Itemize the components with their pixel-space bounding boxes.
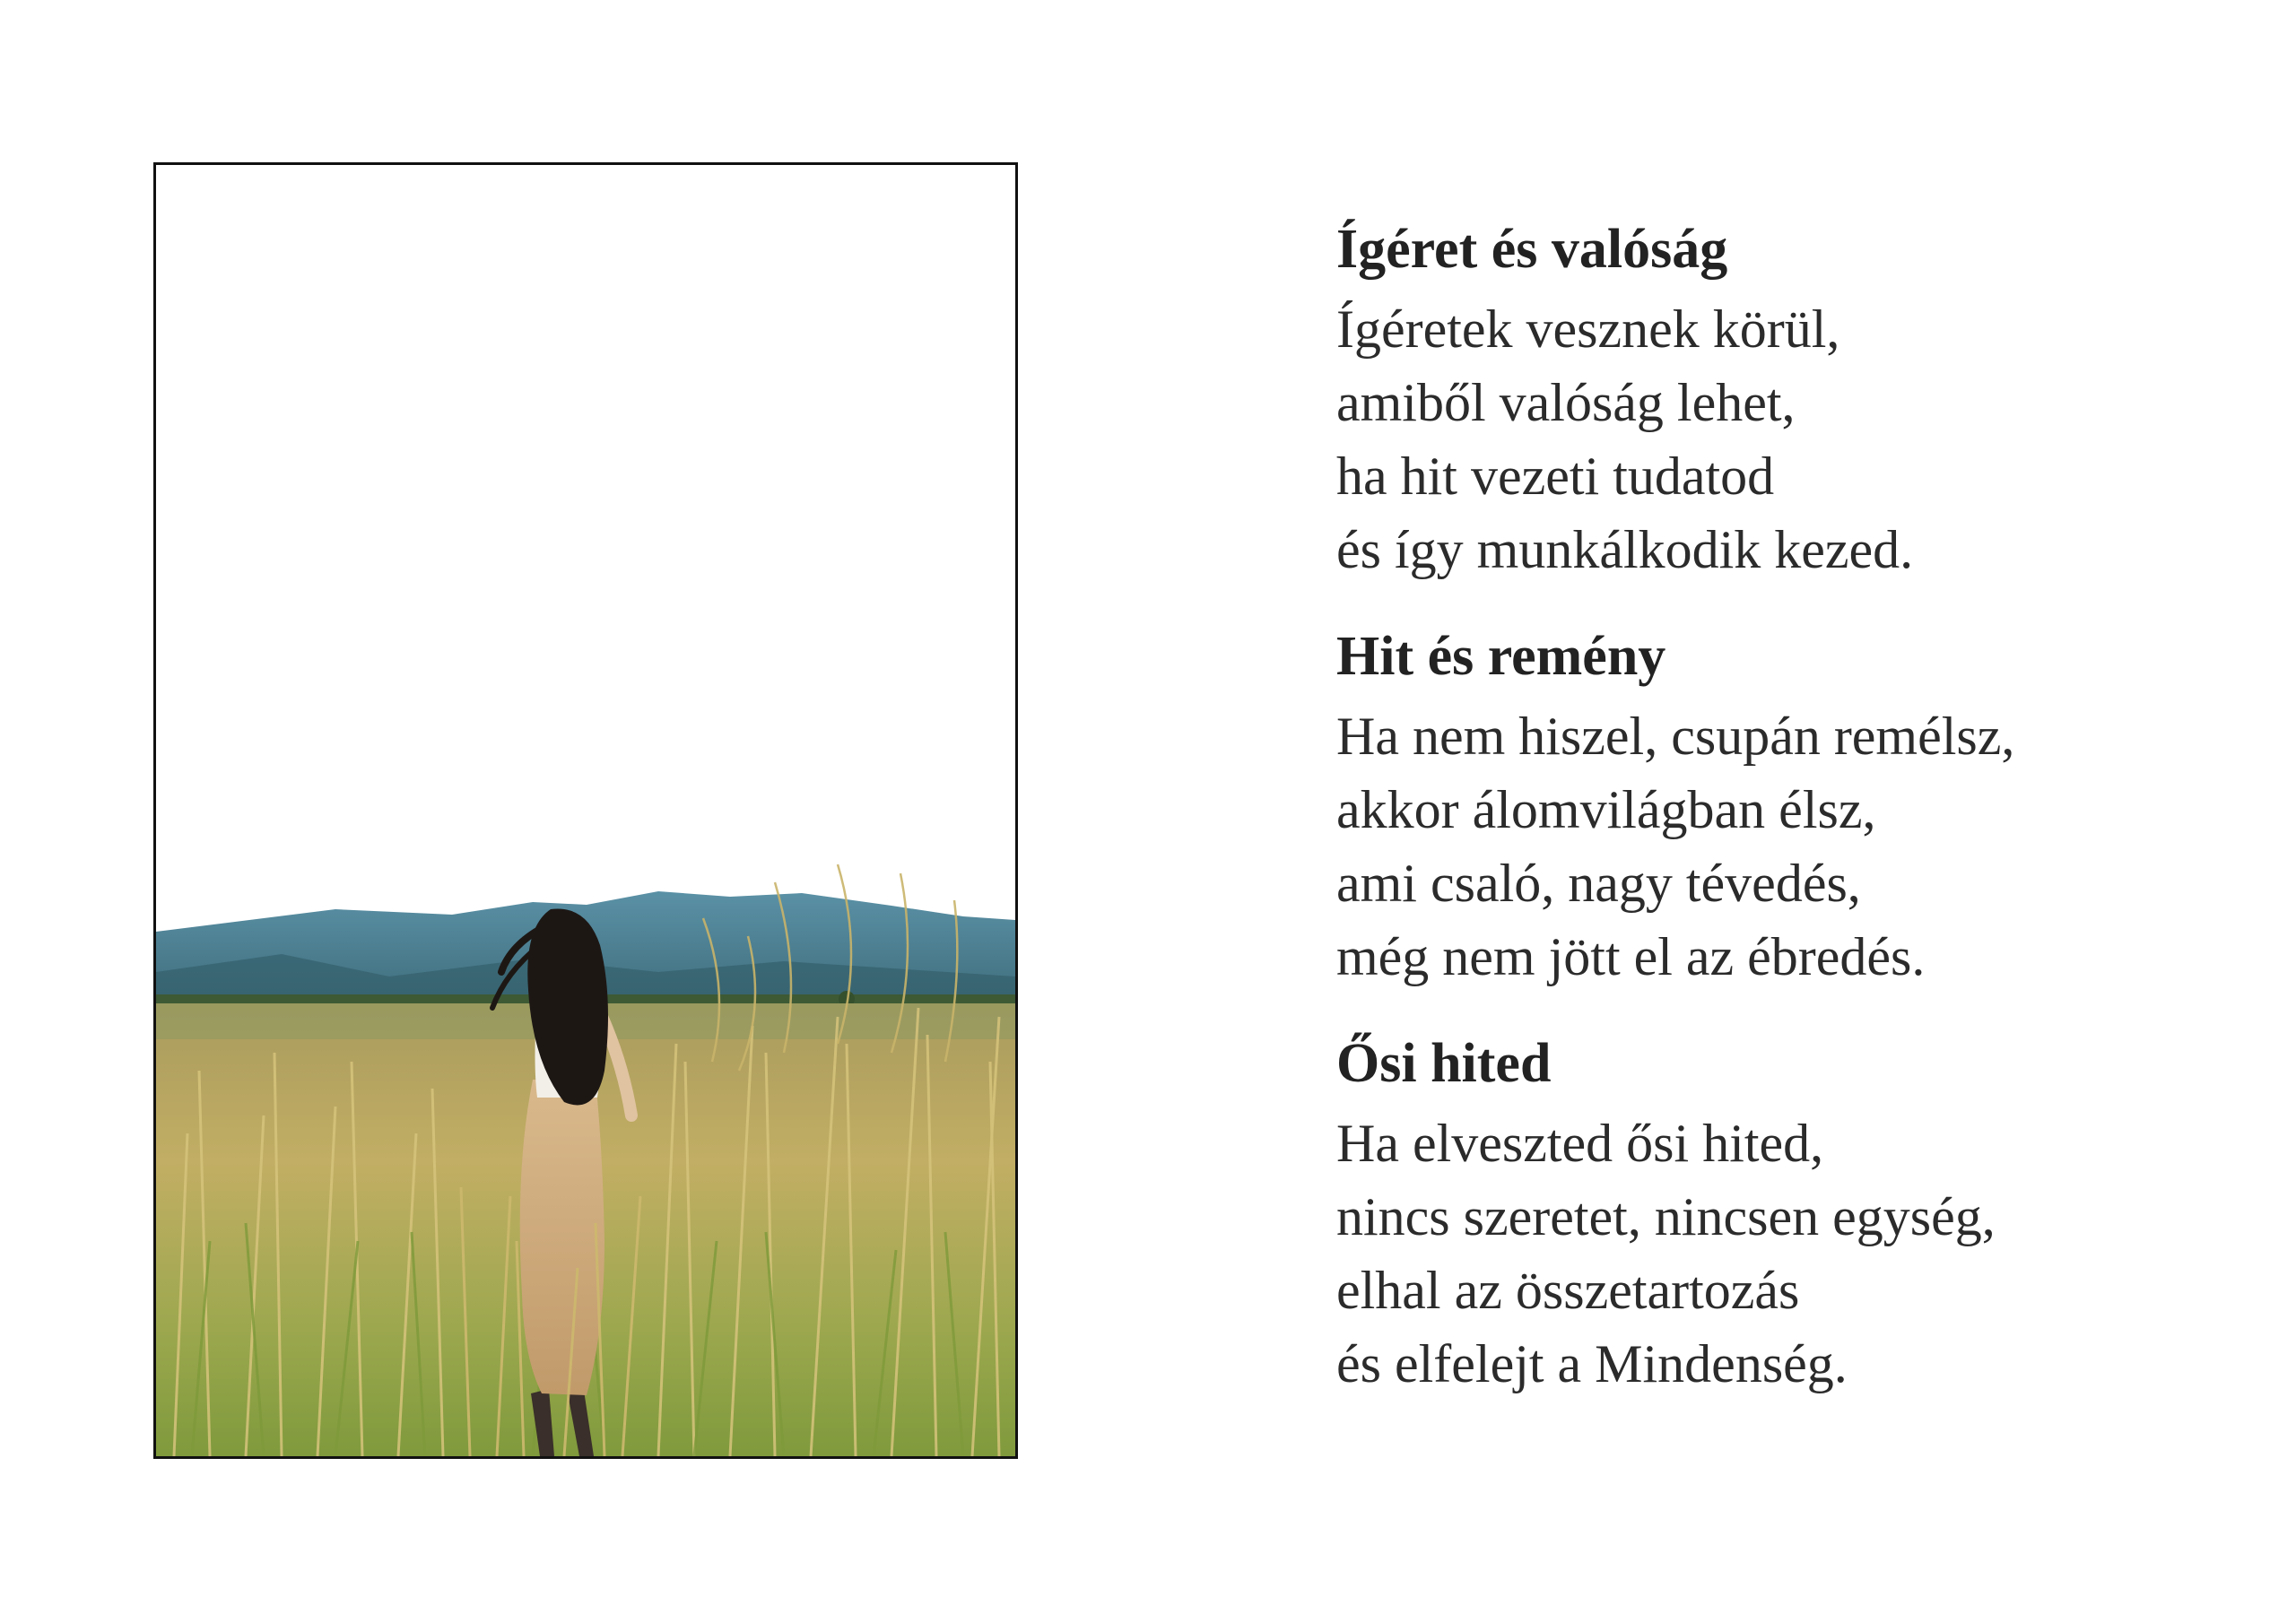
poem-line: Ígéretek vesznek körül, — [1336, 299, 1840, 359]
poem-line: Ha elveszted ősi hited, — [1336, 1114, 1824, 1173]
photo-frame — [153, 162, 1018, 1459]
poem-line: elhal az összetartozás — [1336, 1261, 1800, 1320]
meadow-photo — [156, 165, 1015, 1456]
poem-line: és elfelejt a Mindenség. — [1336, 1334, 1848, 1393]
poems-column — [1336, 215, 2233, 1436]
poem-line: amiből valóság lehet, — [1336, 373, 1796, 432]
poem — [1336, 215, 2233, 586]
poem-title: Hit és remény — [1336, 626, 1666, 687]
poem — [1336, 622, 2233, 994]
poem-line: még nem jött el az ébredés. — [1336, 927, 1926, 986]
poem — [1336, 1029, 2233, 1401]
poem-line: Ha nem hiszel, csupán remélsz, — [1336, 707, 2015, 766]
poem-line: és így munkálkodik kezed. — [1336, 520, 1914, 579]
poem-title: Ígéret és valóság — [1336, 219, 1728, 280]
poem-line: ami csaló, nagy tévedés, — [1336, 854, 1861, 913]
poem-line: ha hit vezeti tudatod — [1336, 447, 1775, 506]
poem-line: nincs szeretet, nincsen egység, — [1336, 1187, 1996, 1246]
poem-title: Ősi hited — [1336, 1033, 1552, 1094]
poem-line: akkor álomvilágban élsz, — [1336, 780, 1876, 839]
